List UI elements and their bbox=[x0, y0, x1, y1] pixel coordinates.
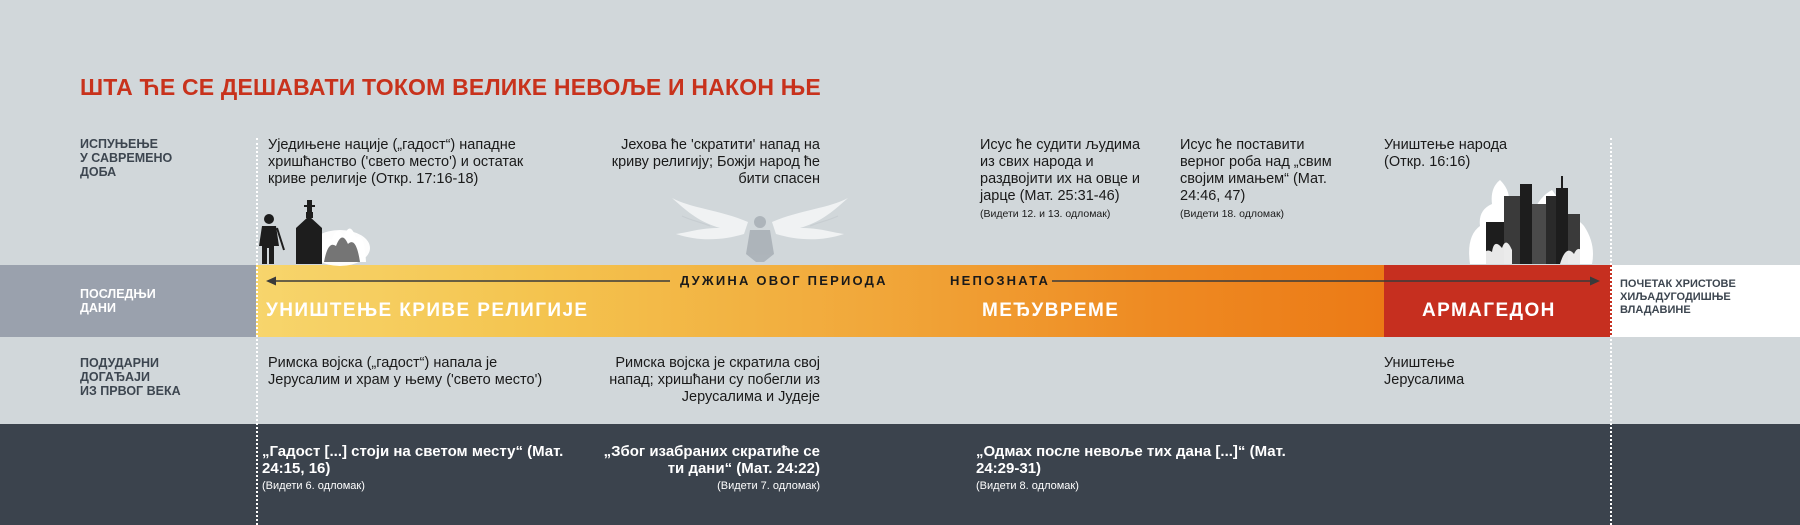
first-century-attack-text: Римска војска („гадост“) напала је Јерусалим и храм у њему ('свето место') bbox=[268, 355, 543, 388]
phase-false-religion: УНИШТЕЊЕ КРИВЕ РЕЛИГИЈЕ bbox=[266, 300, 589, 321]
row-label-last-days: ПОСЛЕДЊИ ДАНИ bbox=[80, 287, 156, 315]
modern-appoint-ref: (Видети 18. одломак) bbox=[1180, 208, 1285, 220]
phase-interval: МЕЂУВРЕМЕ bbox=[982, 300, 1120, 321]
row-label-first-century: ПОДУДАРНИ ДОГАЂАЈИ ИЗ ПРВОГ ВЕКА bbox=[80, 356, 181, 398]
duration-arrow bbox=[266, 277, 1600, 286]
phase-armageddon: АРМАГЕДОН bbox=[1422, 300, 1556, 321]
quote-abomination-ref: (Видети 6. одломак) bbox=[262, 480, 365, 492]
duration-unknown-label: НЕПОЗНАТА bbox=[950, 273, 1051, 288]
soldier-church-fire-icon bbox=[259, 200, 370, 266]
quote-days-cut-short-ref: (Видети 7. одломак) bbox=[717, 480, 820, 492]
quote-after-tribulation-ref: (Видети 8. одломак) bbox=[976, 480, 1079, 492]
first-century-destroy-text: Уништење Јерусалима bbox=[1384, 355, 1465, 388]
modern-attack-text: Уједињене нације („гадост“) нападне хришћанство ('свето место') и остатак криве религије (Откр. 17:16-18) bbox=[268, 137, 524, 187]
row-label-fulfillment: ИСПУЊЕЊЕ У САВРЕМЕНО ДОБА bbox=[80, 137, 173, 179]
quote-abomination-text: „Гадост [...] стоји на светом месту“ (Мат. 24:15, 16) bbox=[262, 443, 564, 477]
modern-cut-short-text: Јехова ће 'скратити' напад на криву религију; Божји народ ће бити спасен bbox=[611, 137, 820, 187]
duration-label: ДУЖИНА ОВОГ ПЕРИОДА bbox=[680, 273, 888, 288]
angel-icon bbox=[672, 198, 848, 262]
burning-city-icon bbox=[1469, 176, 1593, 264]
quote-days-cut-short-text: „Због изабраних скратиће се ти дани“ (Мат. 24:22) bbox=[603, 443, 820, 477]
first-century-cut-text: Римска војска је скратила свој напад; хришћани су побегли из Јерусалима и Јудеје bbox=[609, 355, 820, 405]
modern-judge-ref: (Видети 12. и 13. одломак) bbox=[980, 208, 1111, 220]
quote-after-tribulation-text: „Одмах после невоље тих дана [...]“ (Мат. 24:29-31) bbox=[976, 443, 1286, 477]
modern-destroy-nations-text: Уништење народа (Откр. 16:16) bbox=[1384, 137, 1508, 170]
page-title: ШТА ЋЕ СЕ ДЕШАВАТИ ТОКОМ ВЕЛИКЕ НЕВОЉЕ И НАКОН ЊЕ bbox=[80, 74, 821, 100]
millennium-label: ПОЧЕТАК ХРИСТОВЕ ХИЉАДУГОДИШЊЕ ВЛАДАВИНЕ bbox=[1620, 278, 1736, 316]
modern-appoint-text: Исус ће поставити верног роба над „свим својим имањем“ (Мат. 24:46, 47) bbox=[1180, 137, 1332, 204]
modern-judge-text: Исус ће судити људима из свих народа и раздвојити их на овце и јарце (Мат. 25:31-46) bbox=[980, 137, 1141, 204]
